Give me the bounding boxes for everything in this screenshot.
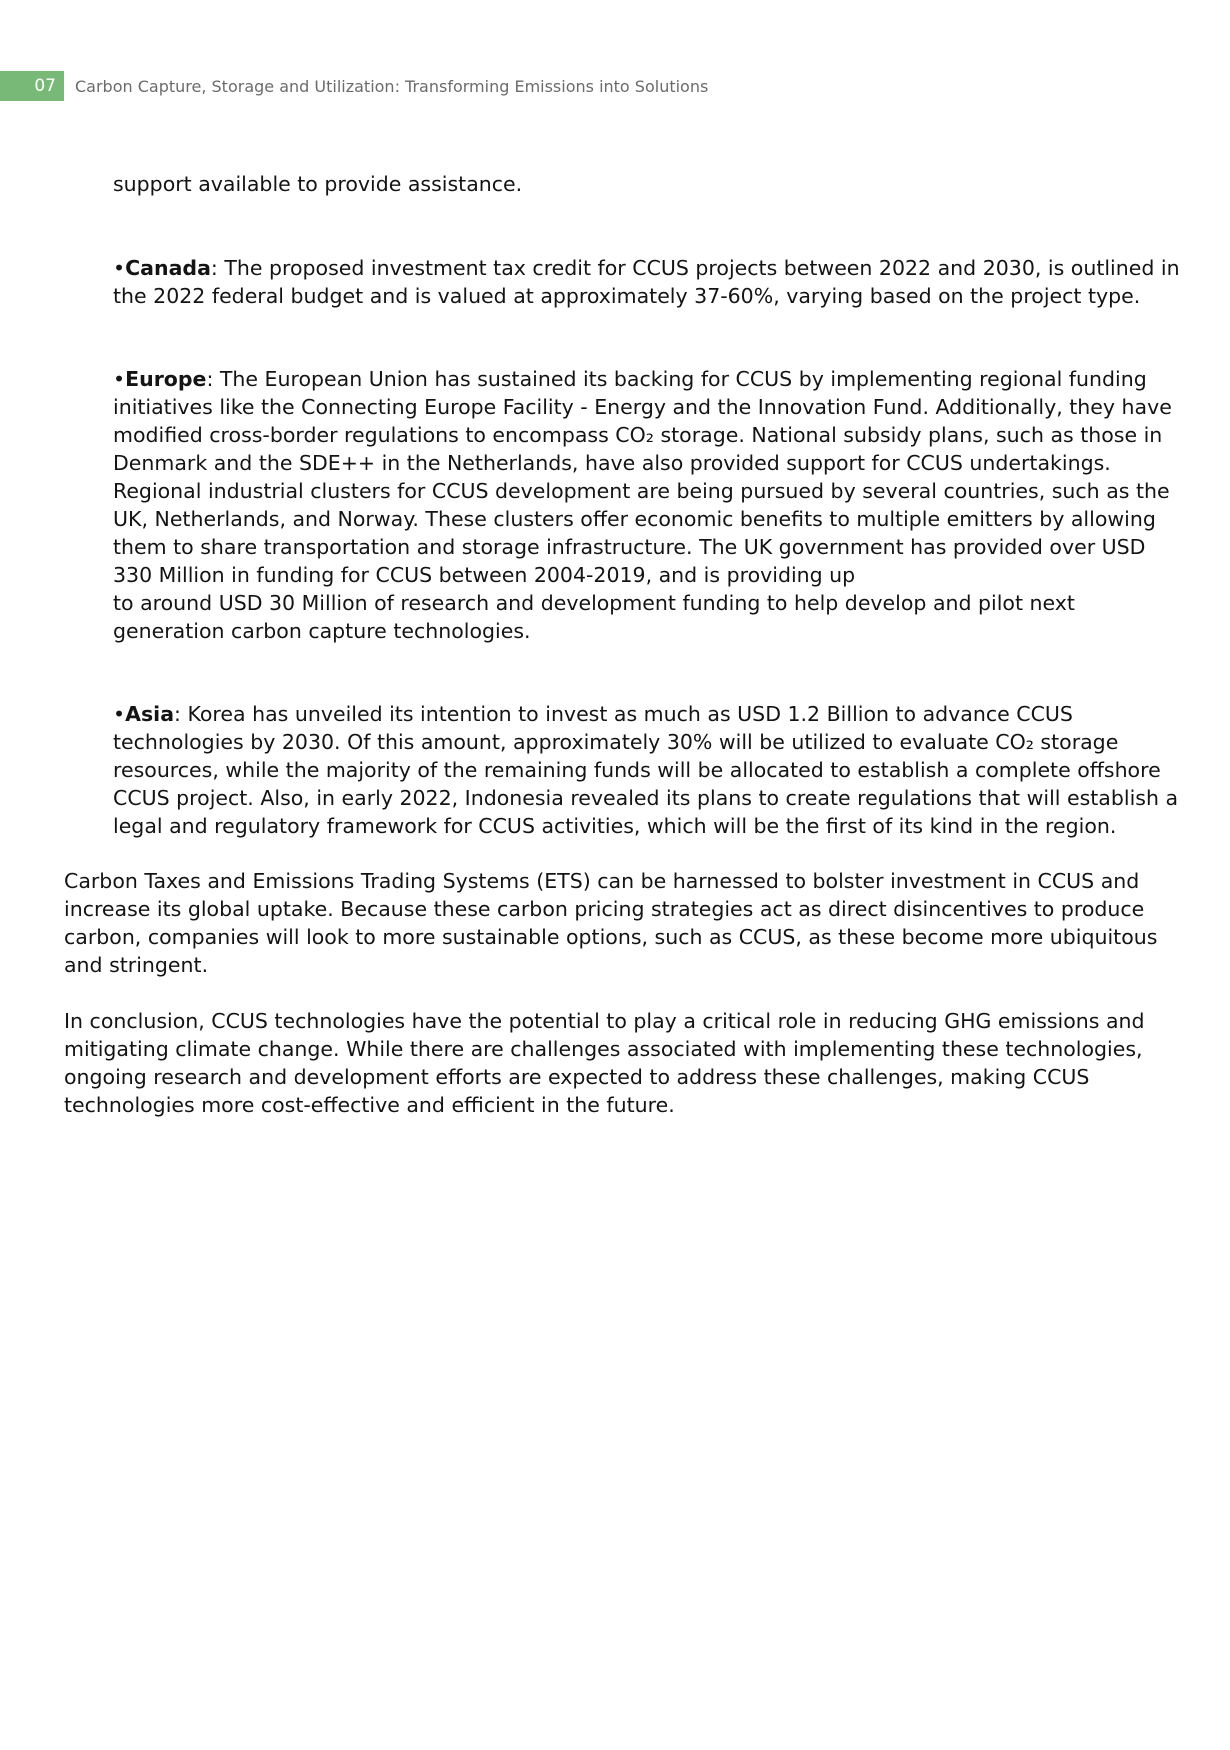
text-line: modified cross-border regulations to encompass CO₂ storage. National subsidy plans, such as those in bbox=[113, 423, 1163, 447]
europe-paragraph bbox=[113, 365, 1172, 645]
text-line bbox=[113, 254, 1180, 282]
conclusion-paragraph bbox=[64, 1007, 1165, 1119]
text-line: CCUS project. Also, in early 2022, Indonesia revealed its plans to create regulations that will establish a bbox=[113, 786, 1179, 810]
text-line: Denmark and the SDE++ in the Netherlands, have also provided support for CCUS undertakings. bbox=[113, 451, 1111, 475]
text-line: legal and regulatory framework for CCUS activities, which will be the first of its kind in the region. bbox=[113, 814, 1117, 838]
bullet: • bbox=[113, 702, 126, 726]
page-header bbox=[0, 71, 708, 101]
document-body bbox=[0, 170, 1230, 1119]
canada-label: Canada bbox=[125, 256, 211, 280]
text-line: Regional industrial clusters for CCUS development are being pursued by several countries, such as the bbox=[113, 479, 1170, 503]
text-segment: : The European Union has sustained its backing for CCUS by implementing regional funding bbox=[206, 367, 1147, 391]
bullet: • bbox=[113, 367, 126, 391]
text-line: technologies by 2030. Of this amount, approximately 30% will be utilized to evaluate CO₂ storage bbox=[113, 730, 1119, 754]
asia-label: Asia bbox=[125, 702, 175, 726]
text-line: carbon, companies will look to more sustainable options, such as CCUS, as these become more ubiquitous bbox=[64, 925, 1158, 949]
text-line: technologies more cost-effective and efficient in the future. bbox=[64, 1093, 675, 1117]
canada-paragraph bbox=[113, 254, 1180, 310]
running-title: Carbon Capture, Storage and Utilization: Transforming Emissions into Solutions bbox=[75, 76, 709, 96]
text-line: ongoing research and development efforts are expected to address these challenges, making CCUS bbox=[64, 1065, 1090, 1089]
text-line: support available to provide assistance. bbox=[113, 172, 523, 196]
page-number: 07 bbox=[0, 71, 64, 101]
carbon-taxes-paragraph bbox=[64, 867, 1165, 979]
text-line: Carbon Taxes and Emissions Trading Systems (ETS) can be harnessed to bolster investment in CCUS and bbox=[64, 869, 1140, 893]
text-line: mitigating climate change. While there are challenges associated with implementing these technologies, bbox=[64, 1037, 1143, 1061]
text-line: and stringent. bbox=[64, 953, 209, 977]
text-line: the 2022 federal budget and is valued at approximately 37-60%, varying based on the project type. bbox=[113, 284, 1141, 308]
text-line: 330 Million in funding for CCUS between 2004-2019, and is providing up bbox=[113, 563, 856, 587]
text-line: increase its global uptake. Because these carbon pricing strategies act as direct disincentives to produce bbox=[64, 897, 1145, 921]
text-line: to around USD 30 Million of research and development funding to help develop and pilot next bbox=[113, 591, 1075, 615]
intro-continuation bbox=[113, 170, 1165, 198]
text-line: In conclusion, CCUS technologies have the potential to play a critical role in reducing GHG emissions and bbox=[64, 1009, 1145, 1033]
text-segment: : The proposed investment tax credit for CCUS projects between 2022 and 2030, is outlined in bbox=[210, 256, 1180, 280]
text-segment: : Korea has unveiled its intention to invest as much as USD 1.2 Billion to advance CCUS bbox=[174, 702, 1073, 726]
text-line: them to share transportation and storage infrastructure. The UK government has provided over USD bbox=[113, 535, 1146, 559]
europe-label: Europe bbox=[125, 367, 207, 391]
text-line bbox=[113, 365, 1165, 393]
text-line: UK, Netherlands, and Norway. These clusters offer economic benefits to multiple emitters by allowing bbox=[113, 507, 1156, 531]
text-line: resources, while the majority of the remaining funds will be allocated to establish a complete offshore bbox=[113, 758, 1161, 782]
text-line bbox=[113, 700, 1165, 728]
text-line: generation carbon capture technologies. bbox=[113, 619, 531, 643]
text-line: initiatives like the Connecting Europe Facility - Energy and the Innovation Fund. Additionally, they have bbox=[113, 395, 1172, 419]
bullet: • bbox=[113, 256, 126, 280]
asia-paragraph bbox=[113, 700, 1179, 840]
